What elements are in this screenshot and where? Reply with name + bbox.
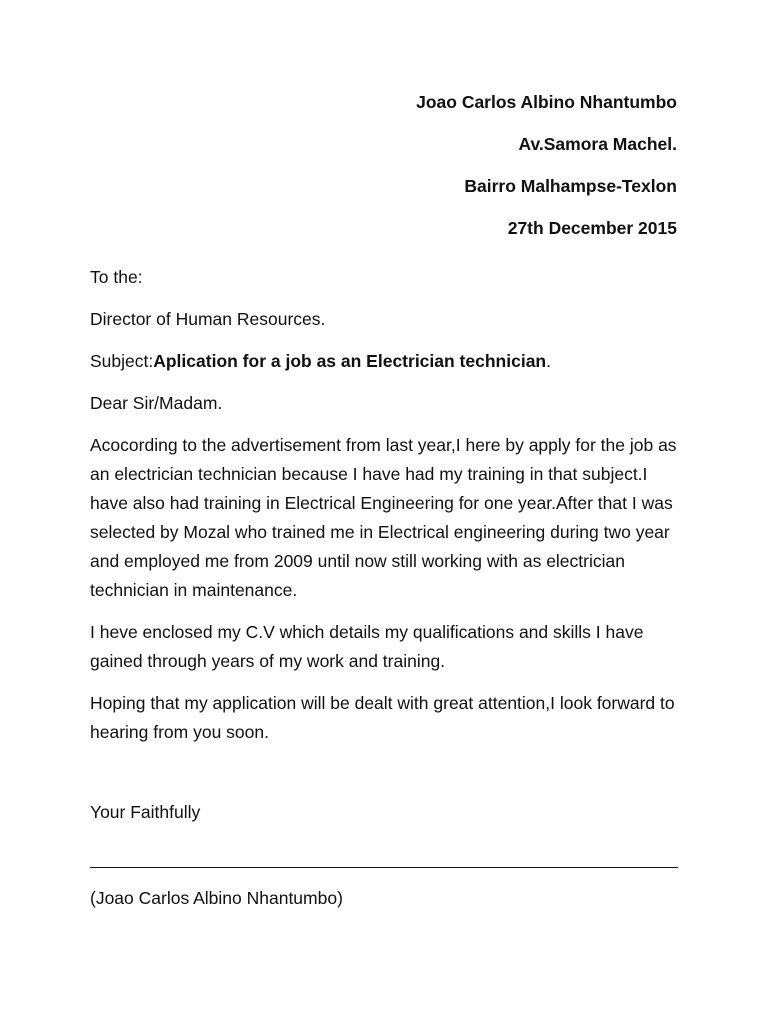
closing-phrase: Your Faithfully bbox=[90, 802, 201, 822]
sender-district: Bairro Malhampse-Texlon bbox=[464, 176, 677, 196]
subject-prefix: Subject: bbox=[90, 351, 154, 371]
signature-line bbox=[90, 867, 678, 868]
paragraph-application: Acocording to the advertisement from last year,I here by apply for the job as an electrician technician because I have had my training in that subject.I have also had training in Electrical Engineering for one year.After that I was selected by Mozal who trained me in Electrical engineering during two year and employed me from 2009 until now still working with as electrician technician in maintenance. bbox=[90, 435, 677, 600]
subject-suffix: . bbox=[546, 351, 551, 371]
sender-address-block bbox=[416, 92, 677, 260]
recipient-to-line: To the: bbox=[90, 267, 143, 287]
paragraph-closing-remark: Hoping that my application will be dealt with great attention,I look forward to hearing from you soon. bbox=[90, 693, 675, 742]
subject-text: Aplication for a job as an Electrician technician bbox=[153, 351, 547, 371]
paragraph-enclosure: I heve enclosed my C.V which details my qualifications and skills I have gained through years of my work and training. bbox=[90, 622, 644, 671]
sender-name: Joao Carlos Albino Nhantumbo bbox=[416, 92, 677, 112]
signature-printed-name: (Joao Carlos Albino Nhantumbo) bbox=[90, 888, 343, 908]
subject-line bbox=[90, 347, 680, 376]
recipient-position: Director of Human Resources. bbox=[90, 309, 326, 329]
sender-street: Av.Samora Machel. bbox=[518, 134, 677, 154]
letter-date: 27th December 2015 bbox=[507, 218, 677, 238]
letter-body bbox=[90, 263, 680, 760]
salutation: Dear Sir/Madam. bbox=[90, 393, 223, 413]
